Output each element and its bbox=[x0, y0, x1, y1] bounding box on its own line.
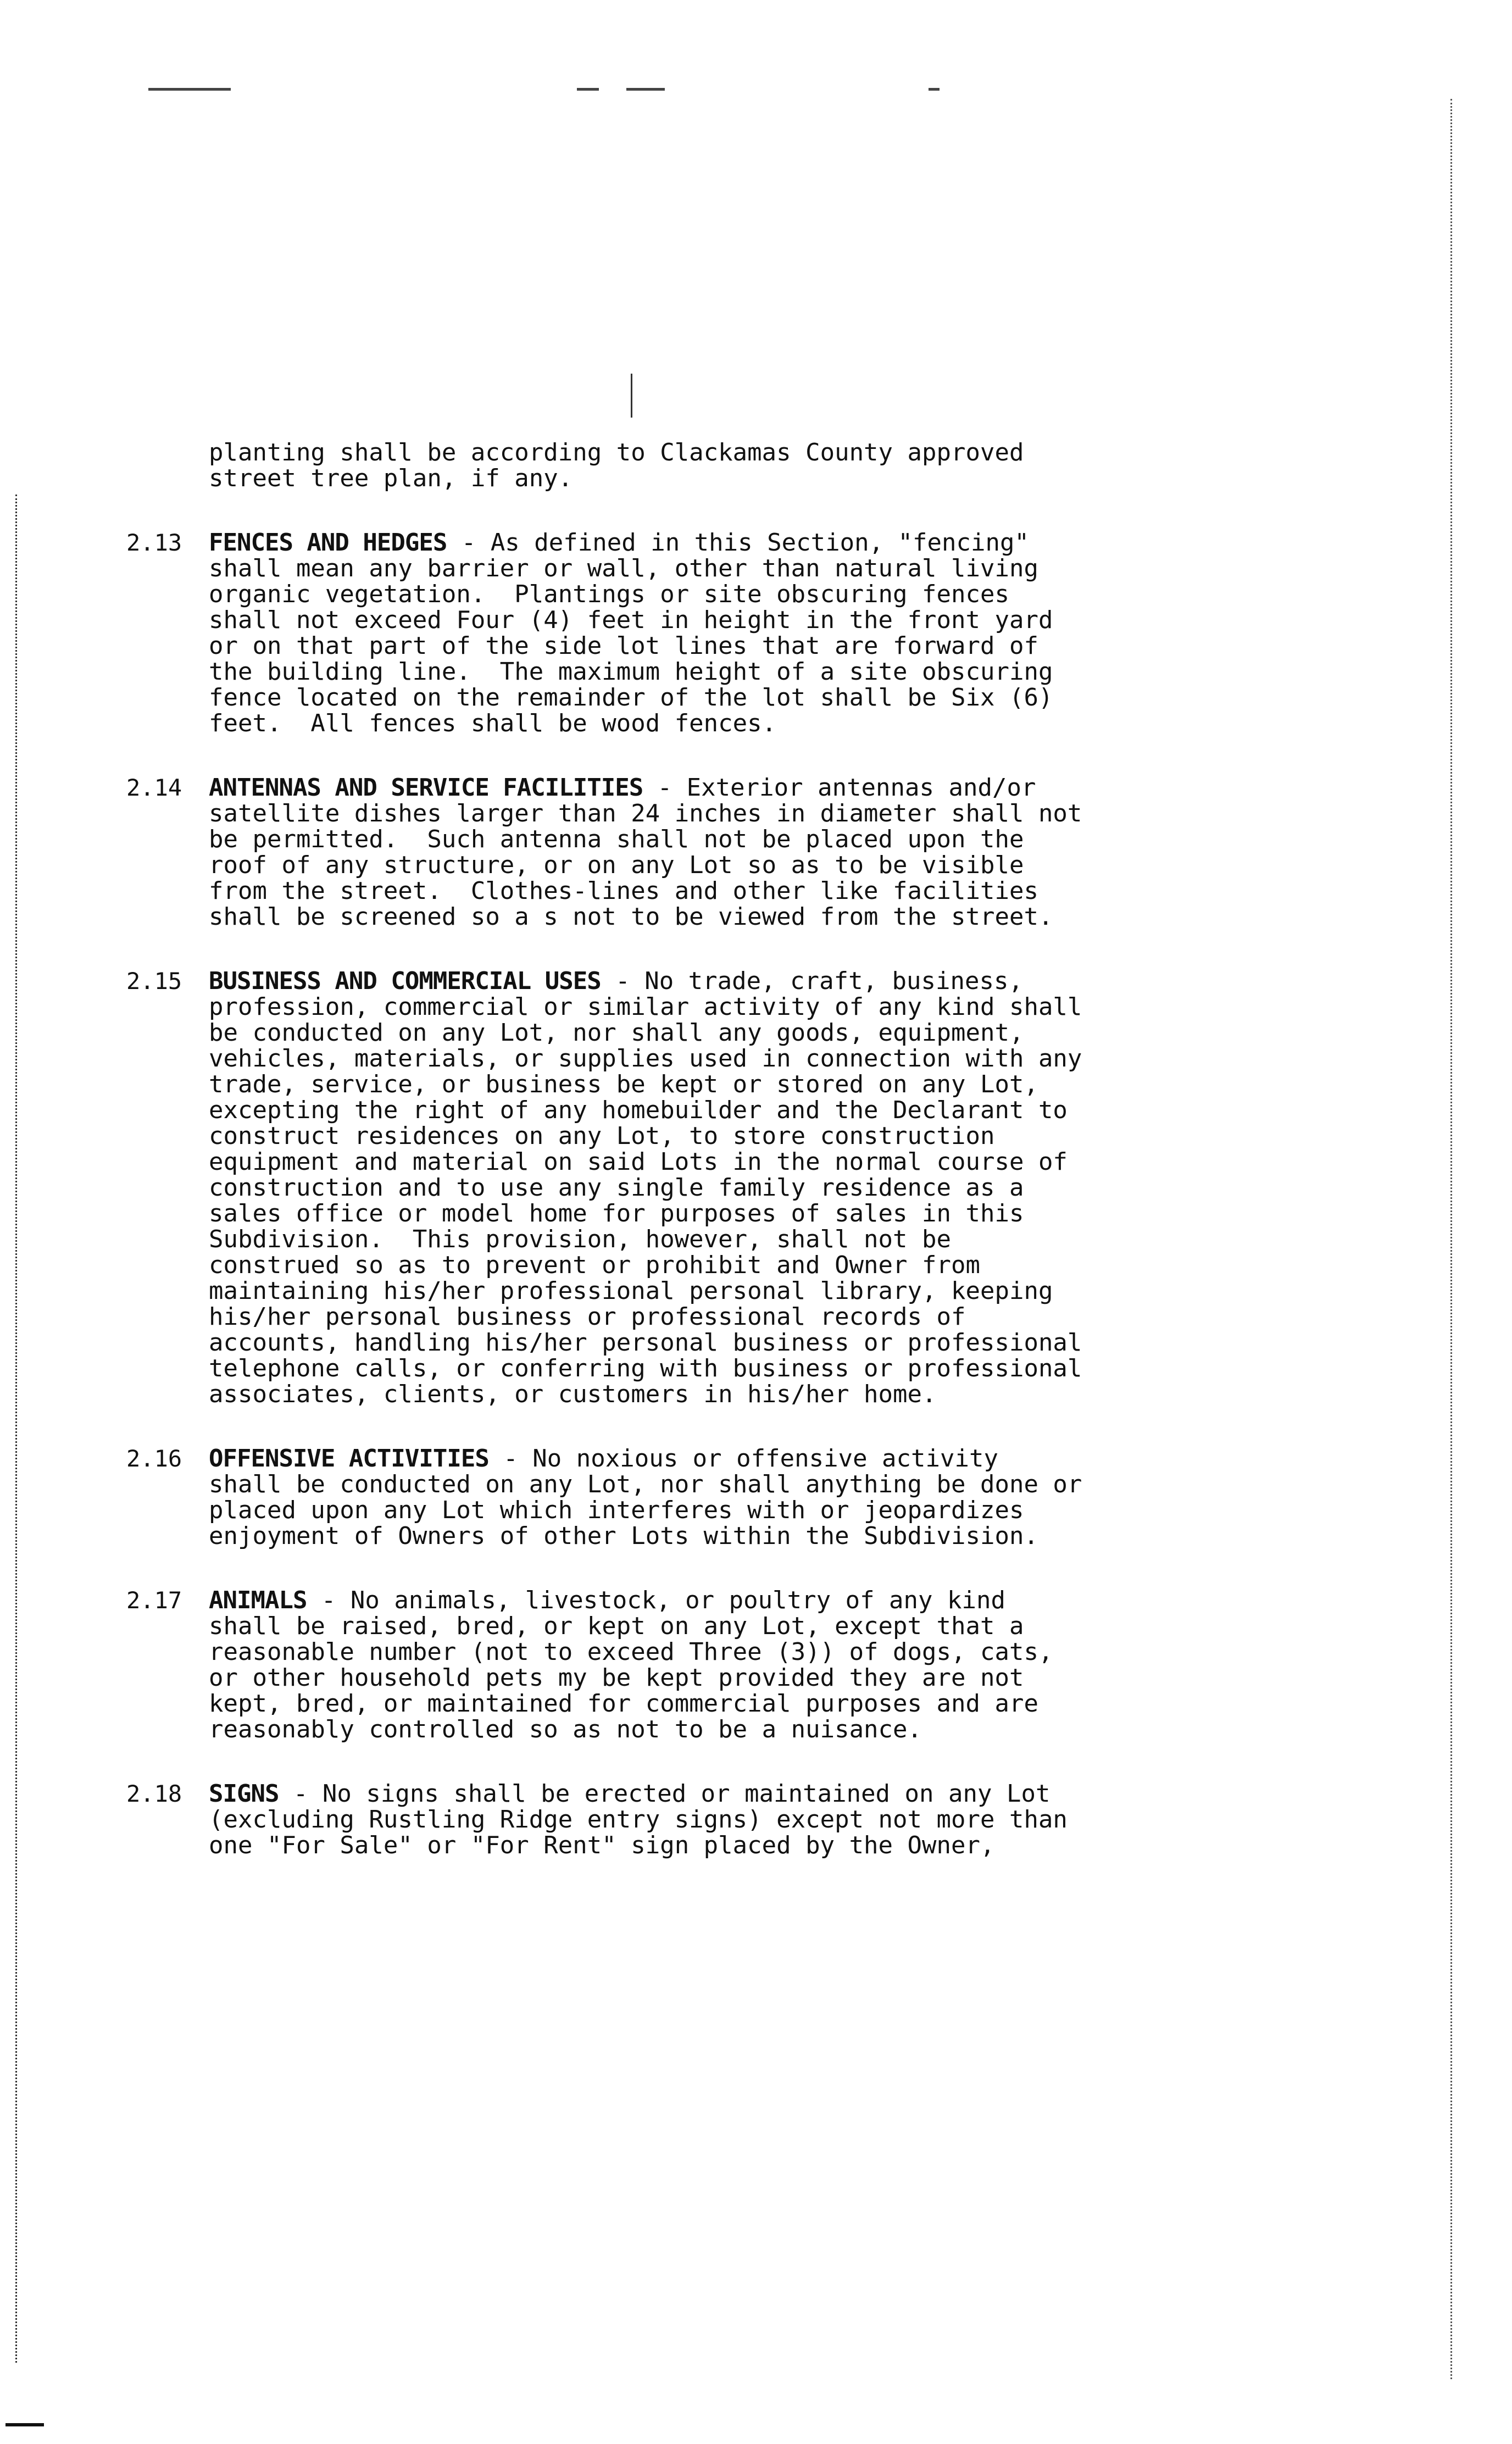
clause-heading: ANIMALS bbox=[209, 1586, 307, 1614]
clause-2-14 bbox=[126, 774, 1231, 931]
scan-artifact-left-base bbox=[5, 2423, 44, 2426]
clause-number: 2.17 bbox=[126, 1587, 182, 1614]
clause-heading: FENCES AND HEDGES bbox=[209, 529, 447, 557]
clause-2-15 bbox=[126, 967, 1231, 1408]
scan-artifact-top-center bbox=[577, 88, 599, 91]
clause-text bbox=[209, 1587, 1231, 1742]
clause-number: 2.16 bbox=[126, 1445, 182, 1472]
clause-text bbox=[209, 1781, 1231, 1858]
clause-heading: ANTENNAS AND SERVICE FACILITIES bbox=[209, 774, 643, 802]
clause-2-18 bbox=[126, 1780, 1231, 1859]
scan-artifact-top-center-right bbox=[626, 88, 665, 91]
clause-text bbox=[209, 968, 1231, 1407]
clause-heading: BUSINESS AND COMMERCIAL USES bbox=[209, 967, 601, 995]
clause-2-16 bbox=[126, 1445, 1231, 1550]
clause-number: 2.18 bbox=[126, 1780, 182, 1807]
clause-text bbox=[209, 530, 1231, 736]
clause-body: - No trade, craft, business, profession, commercial or similar activity of any kind shall be conducted on any Lot, nor shall any goods, equipment, vehicles, materials, or supplies used in connection with any trade, service, or business be kept or stored on any Lot, excepting the right of any homebuilder and the Declarant to construct residences on any Lot, to store construction equipment and material on said Lots in the normal course of construction and to use any single family residence as a sales office or model home for purposes of sales in this Subdivision. This provision, however, shall not be construed so as to prevent or prohibit and Owner from maintaining his/her professional personal library, keeping his/her personal business or professional records of accounts, handling his/her personal business or professional telephone calls, or conferring with business or professional associates, clients, or customers in his/her home. bbox=[209, 967, 1082, 1408]
scan-artifact-right-edge bbox=[1450, 99, 1454, 2379]
clause-2-13 bbox=[126, 529, 1231, 737]
clause-body: - No animals, livestock, or poultry of any kind shall be raised, bred, or kept on any Lot, except that a reasonable number (not to exceed Three (3)) of dogs, cats, or other household pets my be kept provided they are not kept, bred, or maintained for commercial purposes and are reasonably controlled so as not to be a nuisance. bbox=[209, 1586, 1053, 1743]
scan-artifact-left-edge bbox=[15, 495, 20, 2363]
clause-text bbox=[209, 1446, 1231, 1549]
clause-text bbox=[209, 775, 1231, 930]
document-body bbox=[126, 438, 1231, 1859]
clause-number: 2.14 bbox=[126, 774, 182, 801]
clause-number: 2.13 bbox=[126, 529, 182, 556]
clause-body: - As defined in this Section, "fencing" shall mean any barrier or wall, other than natural living organic vegetation. Plantings or site obscuring fences shall not exceed Four (4) feet in height in the front yard or on that part of the side lot lines that are forward of the building line. The maximum height of a site obscuring fence located on the remainder of the lot shall be Six (6) feet. All fences shall be wood fences. bbox=[209, 529, 1053, 737]
clause-heading: SIGNS bbox=[209, 1780, 279, 1808]
clause-heading: OFFENSIVE ACTIVITIES bbox=[209, 1445, 489, 1473]
clause-number: 2.15 bbox=[126, 968, 182, 995]
scan-artifact-top-left bbox=[148, 88, 231, 91]
intro-paragraph: planting shall be according to Clackamas County approved street tree plan, if any. bbox=[209, 438, 1024, 492]
clause-body: - No signs shall be erected or maintained on any Lot (excluding Rustling Ridge entry signs) except not more than one "For Sale" or "For Rent" sign placed by the Owner, bbox=[209, 1780, 1068, 1859]
clause-body: - Exterior antennas and/or satellite dishes larger than 24 inches in diameter shall not be permitted. Such antenna shall not be placed upon the roof of any structure, or on any Lot so as to be visible from the street. Clothes-lines and other like facilities shall be screened so a s not to be viewed from the street. bbox=[209, 774, 1082, 931]
clause-body: - No noxious or offensive activity shall be conducted on any Lot, nor shall anything be done or placed upon any Lot which interferes with or jeopardizes enjoyment of Owners of other Lots within the Subdivision. bbox=[209, 1445, 1082, 1550]
scan-artifact-top-right bbox=[929, 88, 940, 91]
scan-artifact-center-tick bbox=[631, 374, 632, 418]
clause-2-17 bbox=[126, 1586, 1231, 1743]
